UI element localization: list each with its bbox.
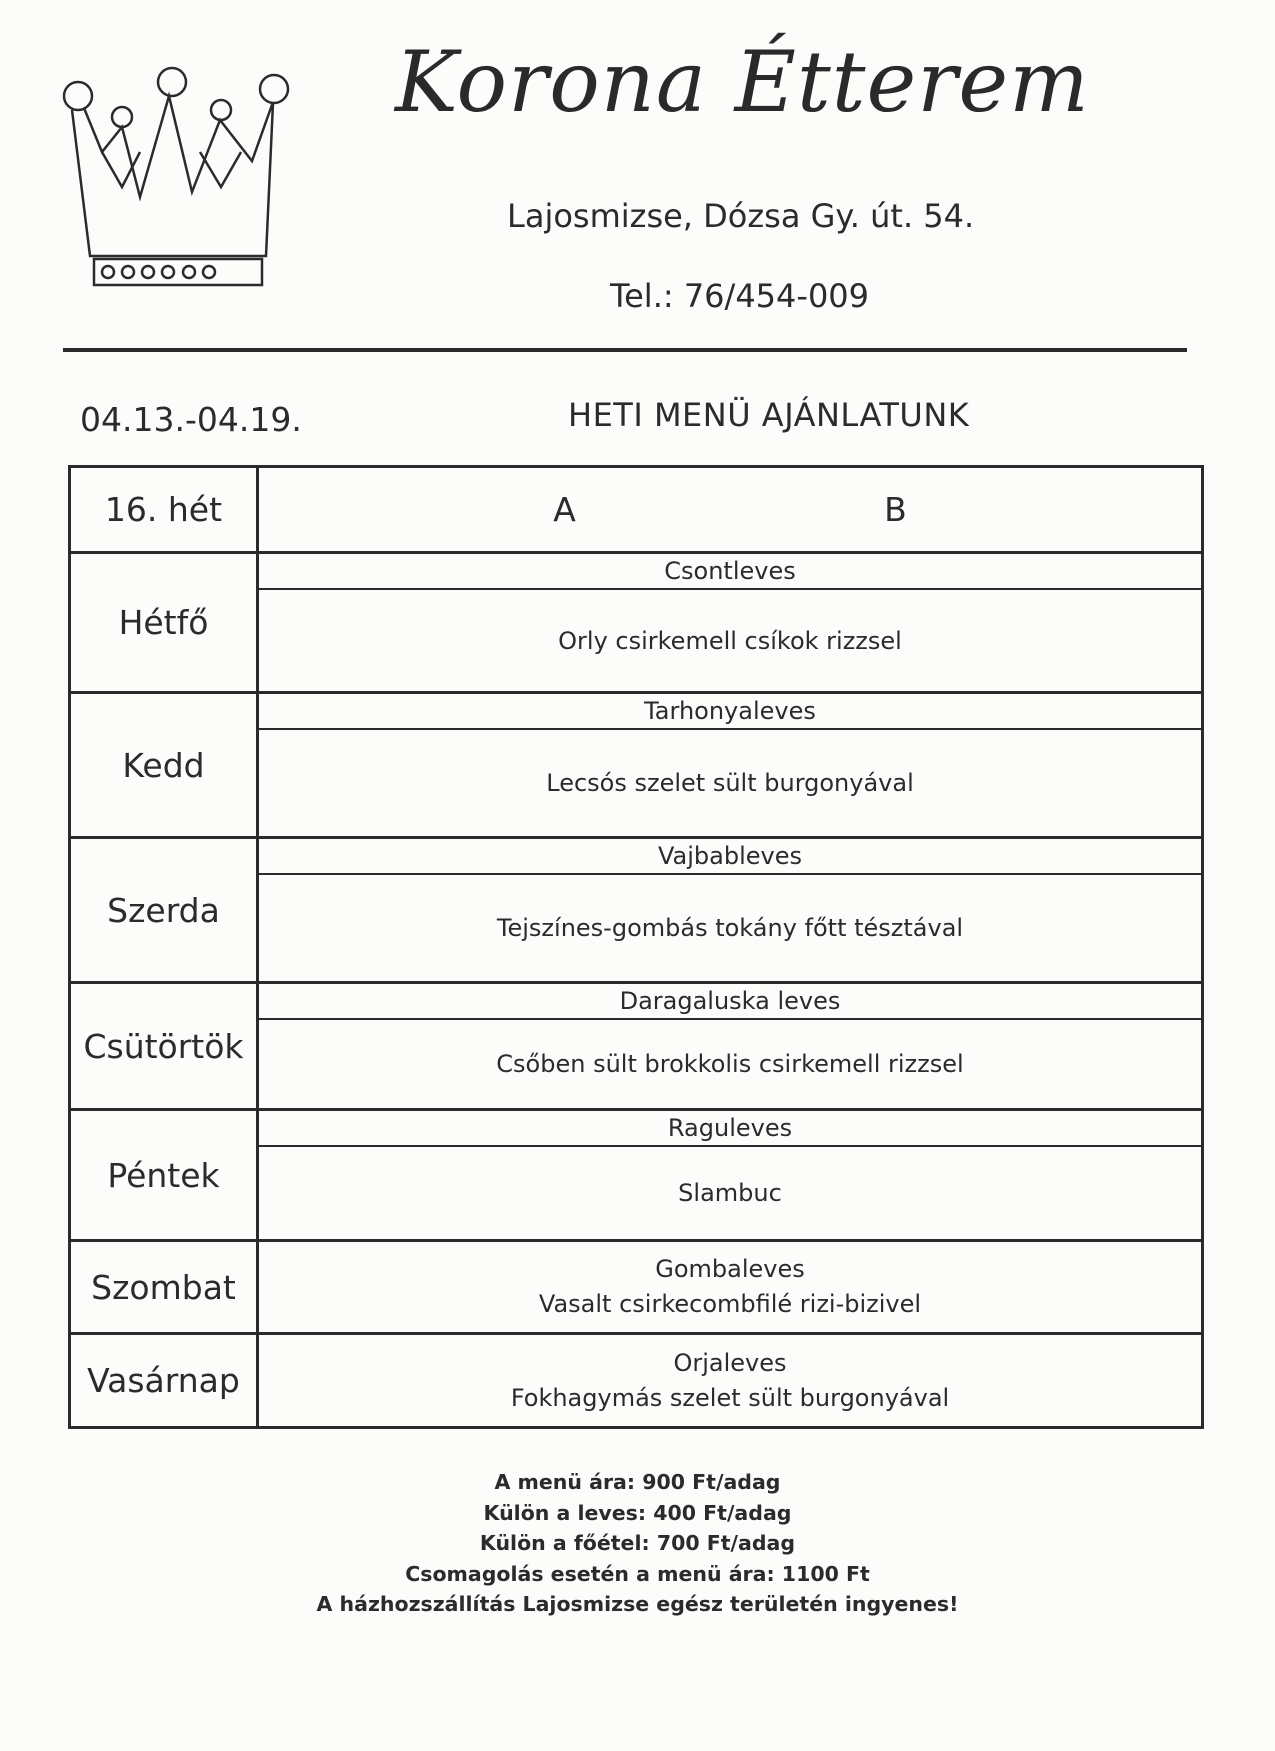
main-dish-name: Lecsós szelet sült burgonyával <box>546 769 914 797</box>
date-range: 04.13.-04.19. <box>80 400 302 439</box>
main-dish-name: Csőben sült brokkolis csirkemell rizzsel <box>496 1050 964 1078</box>
menu-price: A menü ára: 900 Ft/adag <box>494 1470 781 1494</box>
soup-name: Orjaleves <box>673 1348 787 1377</box>
soup-name: Csontleves <box>259 554 1201 590</box>
day-name: Vasárnap <box>70 1334 258 1428</box>
main-dish-name: Orly csirkemell csíkok rizzsel <box>558 626 902 655</box>
main-dish-name: Vasalt csirkecombfilé rizi-bizivel <box>538 1290 922 1318</box>
week-number: 16. hét <box>70 467 258 553</box>
table-row <box>70 553 1203 693</box>
day-name: Csütörtök <box>70 983 258 1110</box>
day-dishes <box>258 693 1203 838</box>
table-row <box>70 1334 1203 1428</box>
soup-name: Vajbableves <box>259 839 1201 875</box>
delivery-note: A házhozszállítás Lajosmizse egész területén ingyenes! <box>316 1592 959 1616</box>
day-name: Péntek <box>70 1110 258 1241</box>
main-dish-name: Slambuc <box>678 1179 782 1207</box>
header-divider <box>63 348 1187 352</box>
main-course-price: Külön a főétel: 700 Ft/adag <box>479 1531 796 1555</box>
day-name: Hétfő <box>70 553 258 693</box>
option-b-label: B <box>884 490 907 529</box>
table-row <box>70 693 1203 838</box>
table-row <box>70 838 1203 983</box>
day-dishes <box>258 838 1203 983</box>
soup-name: Daragaluska leves <box>259 984 1201 1020</box>
soup-price: Külön a leves: 400 Ft/adag <box>483 1500 792 1525</box>
main-dish-name: Fokhagymás szelet sült burgonyával <box>510 1383 950 1412</box>
weekly-menu-table <box>68 465 1204 1429</box>
pricing-footer <box>0 1467 1275 1620</box>
crown-logo-icon <box>62 66 296 288</box>
option-a-label: A <box>553 490 576 529</box>
soup-name: Tarhonyaleves <box>259 694 1201 730</box>
day-name: Szerda <box>70 838 258 983</box>
restaurant-address: Lajosmizse, Dózsa Gy. út. 54. <box>507 197 975 235</box>
day-name: Szombat <box>70 1241 258 1334</box>
day-dishes <box>258 983 1203 1110</box>
restaurant-phone: Tel.: 76/454-009 <box>610 277 870 315</box>
table-header-row <box>70 467 1203 553</box>
table-row <box>70 983 1203 1110</box>
day-dishes <box>258 1241 1203 1334</box>
day-dishes <box>258 1110 1203 1241</box>
packaging-price: Csomagolás esetén a menü ára: 1100 Ft <box>405 1561 870 1586</box>
table-row <box>70 1241 1203 1334</box>
soup-name: Raguleves <box>259 1111 1201 1147</box>
soup-name: Gombaleves <box>655 1255 805 1283</box>
menu-title: HETI MENÜ AJÁNLATUNK <box>568 396 970 434</box>
restaurant-name: Korona Étterem <box>395 33 1090 131</box>
table-row <box>70 1110 1203 1241</box>
main-dish-name: Tejszínes-gombás tokány főtt tésztával <box>496 914 964 942</box>
day-dishes <box>258 1334 1203 1428</box>
day-dishes <box>258 553 1203 693</box>
option-columns-header <box>258 467 1203 553</box>
day-name: Kedd <box>70 693 258 838</box>
